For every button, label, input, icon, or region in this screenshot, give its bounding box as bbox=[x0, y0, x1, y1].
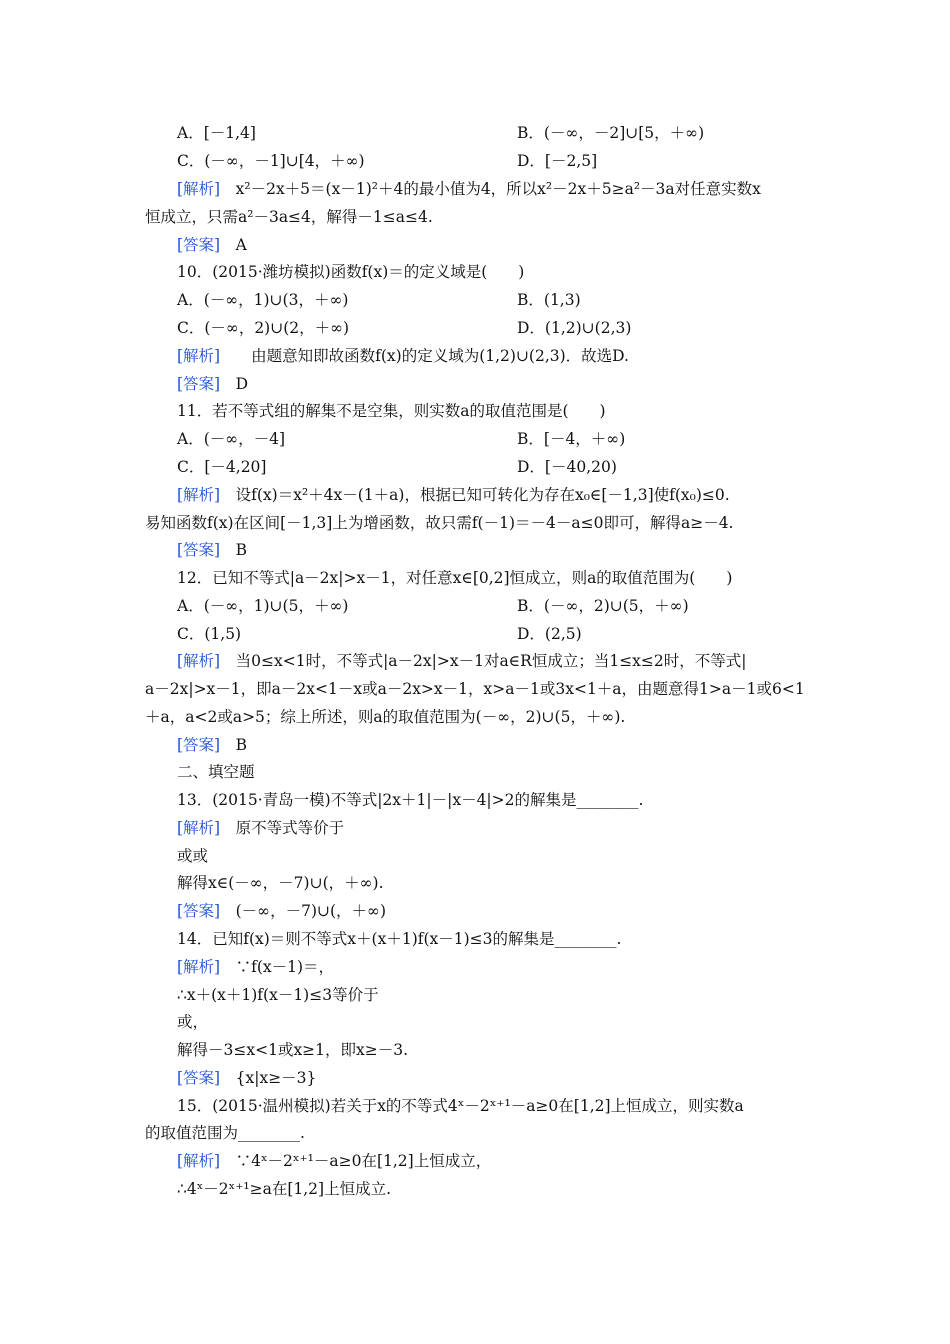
q14-stem: 14．已知f(x)＝则不等式x＋(x＋1)f(x－1)≤3的解集是________. bbox=[177, 930, 622, 948]
q10-option-b: B．(1,3) bbox=[517, 291, 581, 309]
q10-answer-value: D bbox=[235, 375, 249, 393]
q12-option-d: D．(2,5) bbox=[517, 625, 582, 643]
q9-analysis-line-1 bbox=[177, 179, 761, 199]
q13-analysis-line-3: 解得x∈(－∞，－7)∪(，＋∞). bbox=[177, 874, 384, 892]
q11-stem: 11．若不等式组的解集不是空集，则实数a的取值范围是( ) bbox=[177, 402, 606, 420]
q12-analysis-line-2: a－2x|>x－1，即a－2x<1－x或a－2x>x－1，x>a－1或3x<1＋a，由题意得1>a－1或6<1 bbox=[145, 680, 805, 698]
q10-analysis-line-1 bbox=[177, 346, 629, 366]
q13-answer bbox=[177, 901, 386, 921]
q13-analysis-line-2: 或或 bbox=[177, 847, 209, 865]
q12-answer-value: B bbox=[235, 736, 248, 754]
q10-analysis-text: 由题意知即故函数f(x)的定义域为(1,2)∪(2,3)．故选D. bbox=[251, 347, 629, 365]
q9-analysis-line-2: 恒成立，只需a²－3a≤4，解得－1≤a≤4. bbox=[145, 208, 433, 226]
q14-answer bbox=[177, 1068, 316, 1088]
q11-analysis-line-2: 易知函数f(x)在区间[－1,3]上为增函数，故只需f(－1)＝－4－a≤0即可，解得a≥－4. bbox=[145, 514, 734, 532]
q12-analysis-line-3: ＋a，a<2或a>5；综上所述，则a的取值范围为(－∞，2)∪(5，＋∞). bbox=[145, 708, 626, 726]
q13-stem: 13．(2015·青岛一模)不等式|2x＋1|－|x－4|>2的解集是________. bbox=[177, 791, 644, 809]
q9-answer-value: A bbox=[235, 236, 247, 254]
q15-stem-line-2: 的取值范围为________. bbox=[145, 1124, 305, 1142]
q11-option-d: D．[－40,20) bbox=[517, 458, 617, 476]
q14-answer-value: {x|x≥－3} bbox=[235, 1069, 317, 1087]
q9-answer bbox=[177, 235, 247, 255]
analysis-label: [解析] bbox=[177, 1152, 221, 1170]
q14-analysis-line-3: 或， bbox=[177, 1013, 209, 1031]
analysis-label: [解析] bbox=[177, 819, 221, 837]
answer-label: [答案] bbox=[177, 1069, 221, 1087]
q11-option-c: C．[－4,20] bbox=[177, 458, 267, 476]
q11-option-b: B．[－4，＋∞) bbox=[517, 430, 626, 448]
analysis-label: [解析] bbox=[177, 652, 221, 670]
analysis-label: [解析] bbox=[177, 347, 221, 365]
q12-analysis-line-1 bbox=[177, 651, 747, 671]
q11-analysis-line-1 bbox=[177, 485, 730, 505]
q9-analysis-text: x²－2x＋5＝(x－1)²＋4的最小值为4，所以x²－2x＋5≥a²－3a对任意实数x bbox=[235, 180, 761, 198]
q12-option-c: C．(1,5) bbox=[177, 625, 242, 643]
q14-analysis-line-2: ∴x＋(x＋1)f(x－1)≤3等价于 bbox=[177, 986, 379, 1004]
q10-answer bbox=[177, 374, 248, 394]
q13-analysis-text: 原不等式等价于 bbox=[235, 819, 345, 837]
q12-analysis-text: 当0≤x<1时，不等式|a－2x|>x－1对a∈R恒成立；当1≤x≤2时，不等式| bbox=[235, 652, 747, 670]
q14-analysis-line-4: 解得－3≤x<1或x≥1，即x≥－3. bbox=[177, 1041, 409, 1059]
q9-option-d: D．[－2,5] bbox=[517, 152, 598, 170]
q13-answer-value: (－∞，－7)∪(，＋∞) bbox=[235, 902, 386, 920]
q12-option-a: A．(－∞，1)∪(5，＋∞) bbox=[177, 597, 349, 615]
q15-stem-line-1: 15．(2015·温州模拟)若关于x的不等式4ˣ－2ˣ⁺¹－a≥0在[1,2]上恒成立，则实数a bbox=[177, 1097, 744, 1115]
analysis-label: [解析] bbox=[177, 958, 221, 976]
q11-answer bbox=[177, 540, 247, 560]
q11-answer-value: B bbox=[235, 541, 248, 559]
q15-analysis-line-1 bbox=[177, 1151, 491, 1171]
answer-label: [答案] bbox=[177, 236, 221, 254]
section-heading: 二、填空题 bbox=[177, 763, 255, 781]
q10-stem: 10．(2015·潍坊模拟)函数f(x)＝的定义域是( ) bbox=[177, 263, 525, 281]
q10-option-a: A．(－∞，1)∪(3，＋∞) bbox=[177, 291, 349, 309]
q11-analysis-text: 设f(x)＝x²＋4x－(1＋a)，根据已知可转化为存在x₀∈[－1,3]使f(x₀)≤0. bbox=[235, 486, 730, 504]
q10-option-d: D．(1,2)∪(2,3) bbox=[517, 319, 632, 337]
analysis-label: [解析] bbox=[177, 180, 221, 198]
answer-label: [答案] bbox=[177, 375, 221, 393]
analysis-label: [解析] bbox=[177, 486, 221, 504]
answer-label: [答案] bbox=[177, 541, 221, 559]
answer-label: [答案] bbox=[177, 902, 221, 920]
q12-stem: 12．已知不等式|a－2x|>x－1，对任意x∈[0,2]恒成立，则a的取值范围为( ) bbox=[177, 569, 733, 587]
q14-analysis-line-1 bbox=[177, 957, 334, 977]
q9-option-c: C．(－∞，－1]∪[4，＋∞) bbox=[177, 152, 365, 170]
q12-option-b: B．(－∞，2)∪(5，＋∞) bbox=[517, 597, 689, 615]
q9-option-a: A．[－1,4] bbox=[177, 124, 256, 142]
q15-analysis-line-2: ∴4ˣ－2ˣ⁺¹≥a在[1,2]上恒成立. bbox=[177, 1180, 392, 1198]
q11-option-a: A．(－∞，－4] bbox=[177, 430, 286, 448]
q12-answer bbox=[177, 735, 247, 755]
q9-option-b: B．(－∞，－2]∪[5，＋∞) bbox=[517, 124, 705, 142]
q10-option-c: C．(－∞，2)∪(2，＋∞) bbox=[177, 319, 350, 337]
q13-analysis-line-1 bbox=[177, 818, 344, 838]
q15-analysis-text: ∵4ˣ－2ˣ⁺¹－a≥0在[1,2]上恒成立， bbox=[235, 1152, 492, 1170]
q14-analysis-text: ∵f(x－1)＝， bbox=[235, 958, 335, 976]
answer-label: [答案] bbox=[177, 736, 221, 754]
